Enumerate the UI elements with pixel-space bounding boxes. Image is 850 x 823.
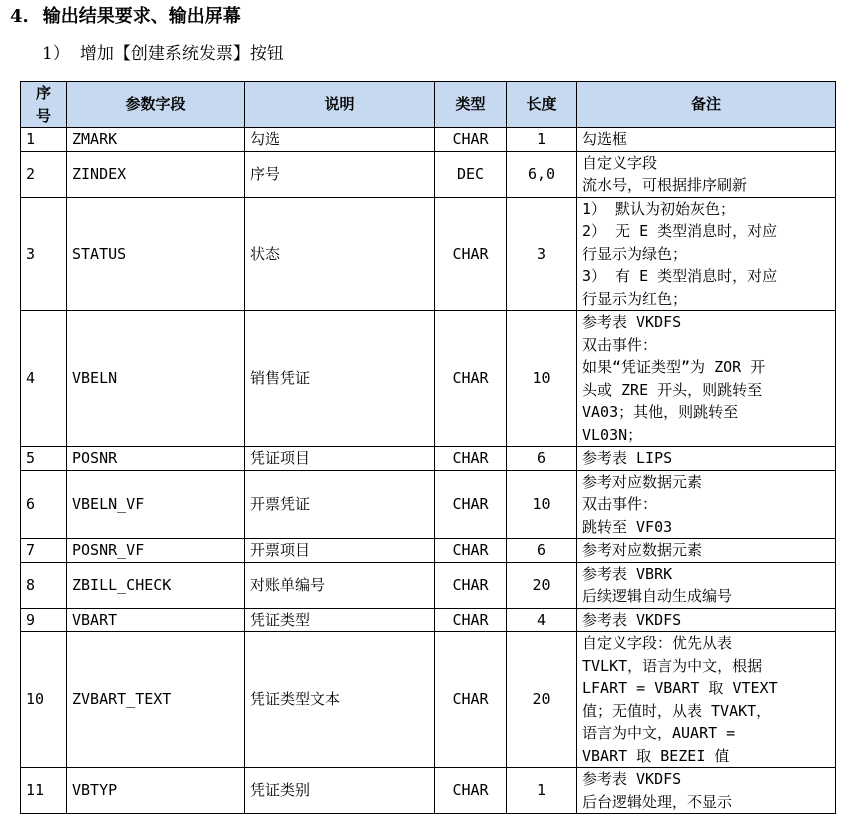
row-type: CHAR xyxy=(435,447,507,471)
row-length: 6 xyxy=(507,447,577,471)
row-type: DEC xyxy=(435,151,507,197)
note-line: 双击事件： xyxy=(582,335,658,354)
row-type: CHAR xyxy=(435,562,507,608)
row-note xyxy=(577,447,836,471)
row-seq: 5 xyxy=(21,447,67,471)
note-line: TVLKT，语言为中文，根据 xyxy=(582,656,763,675)
row-seq: 2 xyxy=(21,151,67,197)
section-heading xyxy=(10,4,241,30)
row-seq: 1 xyxy=(21,128,67,152)
row-note xyxy=(577,539,836,563)
row-field: ZVBART_TEXT xyxy=(67,632,245,768)
note-line: 跳转至 VF03 xyxy=(582,517,673,536)
row-type: CHAR xyxy=(435,470,507,539)
table-header-row xyxy=(21,82,836,128)
row-desc: 序号 xyxy=(245,151,435,197)
row-field: ZMARK xyxy=(67,128,245,152)
note-line: 流水号，可根据排序刷新 xyxy=(582,176,748,194)
row-seq: 11 xyxy=(21,768,67,814)
note-line: 行显示为红色； xyxy=(582,289,688,308)
note-line: 自定义字段 xyxy=(582,153,658,172)
row-length: 3 xyxy=(507,197,577,311)
row-desc: 开票项目 xyxy=(245,539,435,563)
row-seq: 9 xyxy=(21,608,67,632)
table-body xyxy=(21,128,836,814)
row-desc: 对账单编号 xyxy=(245,562,435,608)
header-length: 长度 xyxy=(507,82,577,128)
note-line: 2） 无 E 类型消息时，对应 xyxy=(582,222,778,240)
note-line: 自定义字段：优先从表 xyxy=(582,634,733,652)
table-row xyxy=(21,311,836,447)
row-note xyxy=(577,128,836,152)
table-row xyxy=(21,608,836,632)
parameter-table xyxy=(20,81,836,814)
subsection-number: 1） xyxy=(42,44,70,64)
header-note: 备注 xyxy=(577,82,836,128)
row-desc: 凭证项目 xyxy=(245,447,435,471)
header-field: 参数字段 xyxy=(67,82,245,128)
note-line: 语言为中文，AUART = xyxy=(582,724,736,742)
note-line: 参考对应数据元素 xyxy=(582,472,703,491)
row-seq: 7 xyxy=(21,539,67,563)
row-note xyxy=(577,562,836,608)
row-note xyxy=(577,197,836,311)
row-seq: 3 xyxy=(21,197,67,311)
row-field: VBART xyxy=(67,608,245,632)
note-line: 参考表 LIPS xyxy=(582,449,673,467)
header-seq: 序 号 xyxy=(21,82,67,128)
row-length: 6,0 xyxy=(507,151,577,197)
note-line: 头或 ZRE 开头，则跳转至 xyxy=(582,380,763,399)
note-line: 值；无值时，从表 TVAKT， xyxy=(582,701,772,720)
note-line: 勾选框 xyxy=(582,130,628,148)
note-line: 后台逻辑处理，不显示 xyxy=(582,792,733,811)
row-type: CHAR xyxy=(435,768,507,814)
note-line: 参考表 VBRK xyxy=(582,564,673,583)
row-desc: 凭证类型文本 xyxy=(245,632,435,768)
section-title: 输出结果要求、输出屏幕 xyxy=(42,6,241,27)
row-note xyxy=(577,608,836,632)
row-field: VBELN_VF xyxy=(67,470,245,539)
row-field: POSNR_VF xyxy=(67,539,245,563)
row-length: 10 xyxy=(507,311,577,447)
note-line: 3） 有 E 类型消息时，对应 xyxy=(582,267,778,285)
row-field: POSNR xyxy=(67,447,245,471)
note-line: VBART 取 BEZEI 值 xyxy=(582,746,730,765)
section-number: 4. xyxy=(10,6,29,27)
table-row xyxy=(21,128,836,152)
row-desc: 凭证类型 xyxy=(245,608,435,632)
note-line: VA03；其他，则跳转至 xyxy=(582,403,739,421)
table-row xyxy=(21,197,836,311)
note-line: 参考对应数据元素 xyxy=(582,541,703,559)
note-line: 如果“凭证类型”为 ZOR 开 xyxy=(582,358,766,376)
table-row xyxy=(21,539,836,563)
row-length: 1 xyxy=(507,768,577,814)
table-row xyxy=(21,562,836,608)
note-line: 参考表 VKDFS xyxy=(582,770,682,788)
note-line: 双击事件： xyxy=(582,495,658,513)
table-row xyxy=(21,151,836,197)
table-row xyxy=(21,768,836,814)
row-length: 10 xyxy=(507,470,577,539)
row-field: VBTYP xyxy=(67,768,245,814)
row-type: CHAR xyxy=(435,608,507,632)
row-type: CHAR xyxy=(435,197,507,311)
row-type: CHAR xyxy=(435,128,507,152)
row-type: CHAR xyxy=(435,311,507,447)
table-row xyxy=(21,447,836,471)
row-desc: 开票凭证 xyxy=(245,470,435,539)
row-note xyxy=(577,151,836,197)
row-field: ZBILL_CHECK xyxy=(67,562,245,608)
note-line: 1） 默认为初始灰色； xyxy=(582,199,736,218)
table-row xyxy=(21,470,836,539)
row-desc: 销售凭证 xyxy=(245,311,435,447)
row-seq: 6 xyxy=(21,470,67,539)
row-note xyxy=(577,768,836,814)
row-field: ZINDEX xyxy=(67,151,245,197)
row-type: CHAR xyxy=(435,539,507,563)
note-line: LFART = VBART 取 VTEXT xyxy=(582,679,778,697)
row-field: VBELN xyxy=(67,311,245,447)
row-seq: 8 xyxy=(21,562,67,608)
row-note xyxy=(577,470,836,539)
row-length: 1 xyxy=(507,128,577,152)
row-type: CHAR xyxy=(435,632,507,768)
row-length: 6 xyxy=(507,539,577,563)
row-length: 20 xyxy=(507,632,577,768)
subsection-heading xyxy=(42,41,284,67)
row-note xyxy=(577,632,836,768)
row-seq: 10 xyxy=(21,632,67,768)
header-desc: 说明 xyxy=(245,82,435,128)
note-line: 行显示为绿色； xyxy=(582,244,688,263)
row-note xyxy=(577,311,836,447)
note-line: VL03N； xyxy=(582,425,643,444)
header-type: 类型 xyxy=(435,82,507,128)
row-length: 20 xyxy=(507,562,577,608)
note-line: 参考表 VKDFS xyxy=(582,610,682,629)
note-line: 参考表 VKDFS xyxy=(582,313,682,331)
row-desc: 勾选 xyxy=(245,128,435,152)
subsection-title: 增加【创建系统发票】按钮 xyxy=(79,44,284,64)
row-desc: 凭证类别 xyxy=(245,768,435,814)
row-field: STATUS xyxy=(67,197,245,311)
row-seq: 4 xyxy=(21,311,67,447)
table-row xyxy=(21,632,836,768)
note-line: 后续逻辑自动生成编号 xyxy=(582,587,733,605)
row-length: 4 xyxy=(507,608,577,632)
row-desc: 状态 xyxy=(245,197,435,311)
